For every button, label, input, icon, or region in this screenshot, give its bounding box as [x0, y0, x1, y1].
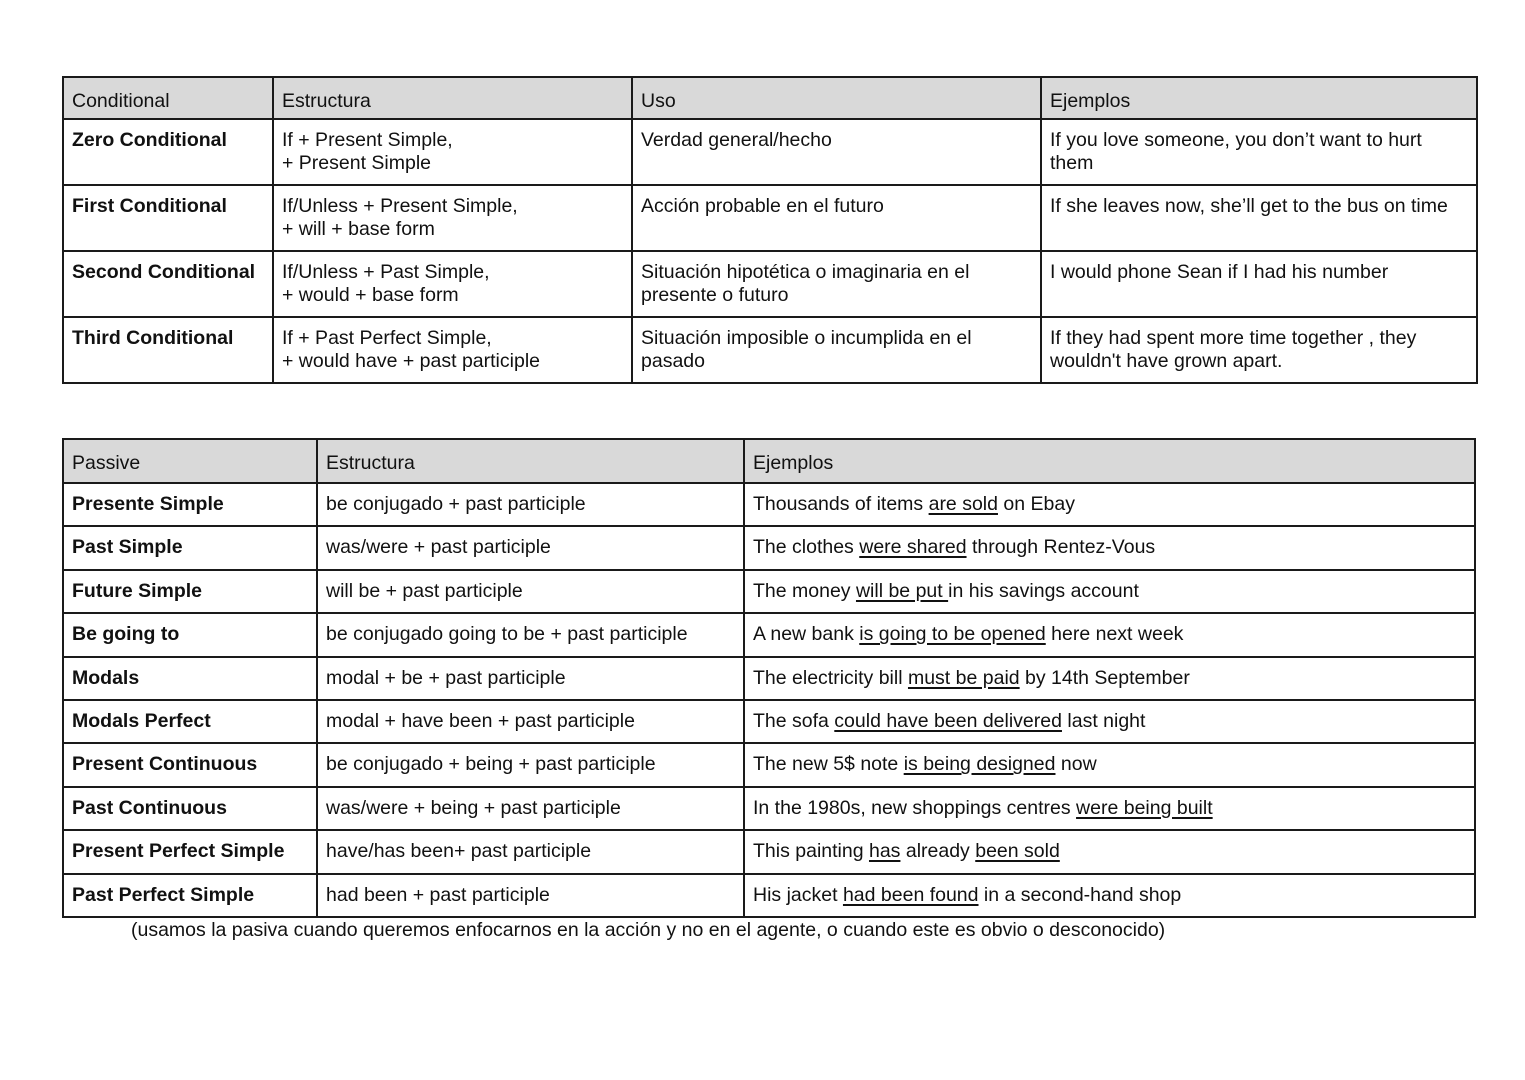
conditional-name: Second Conditional	[63, 251, 273, 317]
table-row	[63, 119, 1477, 185]
conditional-ejemplos	[1041, 185, 1477, 251]
conditional-name: Third Conditional	[63, 317, 273, 383]
passive-estructura: be conjugado going to be + past participle	[317, 613, 744, 656]
header-estructura: Estructura	[273, 77, 632, 119]
conditional-name: First Conditional	[63, 185, 273, 251]
example-text: The clothes	[753, 536, 860, 559]
conditional-uso	[632, 119, 1041, 185]
conditional-estructura	[273, 185, 632, 251]
conditional-estructura	[273, 119, 632, 185]
passive-tense-name: Past Perfect Simple	[63, 874, 317, 917]
text-line: If she leaves now, she’ll get to the bus on time	[1050, 195, 1448, 217]
passive-verb-underlined: are sold	[928, 493, 998, 515]
example-text: The money	[753, 579, 856, 602]
passive-table-body	[63, 483, 1475, 917]
passive-estructura: was/were + past participle	[317, 526, 744, 569]
table-row	[63, 526, 1475, 569]
conditional-uso	[632, 251, 1041, 317]
passive-ejemplo	[744, 483, 1475, 526]
conditional-uso	[632, 317, 1041, 383]
header-ejemplos: Ejemplos	[744, 439, 1475, 483]
table-row	[63, 657, 1475, 700]
passive-ejemplo	[744, 657, 1475, 700]
text-line: Situación imposible o incumplida en el	[641, 327, 972, 349]
example-text: on Ebay	[997, 493, 1075, 515]
conditional-ejemplos	[1041, 251, 1477, 317]
passive-ejemplo	[744, 874, 1475, 917]
passive-verb-underlined: is being designed	[903, 753, 1056, 776]
header-conditional: Conditional	[63, 77, 273, 119]
table-row	[63, 483, 1475, 526]
conditional-name: Zero Conditional	[63, 119, 273, 185]
passive-ejemplo	[744, 830, 1475, 873]
table-row	[63, 830, 1475, 873]
passive-ejemplo	[744, 700, 1475, 743]
example-text: here next week	[1045, 623, 1184, 646]
example-text: in his savings account	[948, 579, 1139, 602]
passive-header-row	[63, 439, 1475, 483]
passive-verb-underlined: were being built	[1076, 796, 1213, 819]
text-line: + would have + past participle	[282, 350, 540, 372]
text-line: I would phone Sean if I had his number	[1050, 261, 1389, 283]
passive-tense-name: Modals	[63, 657, 317, 700]
passive-estructura: will be + past participle	[317, 570, 744, 613]
example-text: Thousands of items	[753, 493, 929, 515]
table-row	[63, 874, 1475, 917]
example-text: already	[900, 840, 976, 863]
text-line: + will + base form	[282, 218, 435, 240]
passive-tense-name: Modals Perfect	[63, 700, 317, 743]
passive-verb-underlined: must be paid	[907, 666, 1020, 689]
passive-estructura: have/has been+ past participle	[317, 830, 744, 873]
passive-tense-name: Be going to	[63, 613, 317, 656]
passive-estructura: modal + be + past participle	[317, 657, 744, 700]
table-row	[63, 787, 1475, 830]
table-row	[63, 251, 1477, 317]
header-uso: Uso	[632, 77, 1041, 119]
text-line: Acción probable en el futuro	[641, 195, 884, 217]
conditional-ejemplos	[1041, 317, 1477, 383]
example-text: by 14th September	[1019, 666, 1190, 689]
example-text: In the 1980s, new shoppings centres	[753, 796, 1077, 819]
passive-estructura: had been + past participle	[317, 874, 744, 917]
passive-table	[62, 438, 1476, 918]
text-line: + would + base form	[282, 284, 459, 306]
passive-verb-underlined: has	[868, 840, 901, 863]
conditional-ejemplos	[1041, 119, 1477, 185]
text-line: presente o futuro	[641, 284, 789, 306]
passive-tense-name: Past Simple	[63, 526, 317, 569]
passive-tense-name: Present Continuous	[63, 743, 317, 786]
passive-tense-name: Presente Simple	[63, 483, 317, 526]
example-text: The new 5$ note	[753, 753, 904, 776]
example-text: This painting	[753, 840, 869, 863]
text-line: Situación hipotética o imaginaria en el	[641, 261, 970, 283]
text-line: If/Unless + Present Simple,	[282, 195, 518, 217]
passive-verb-underlined: could have been delivered	[834, 709, 1062, 732]
conditional-estructura	[273, 251, 632, 317]
passive-verb-underlined: been sold	[975, 840, 1060, 863]
passive-ejemplo	[744, 743, 1475, 786]
text-line: If they had spent more time together , they	[1050, 327, 1417, 349]
passive-ejemplo	[744, 613, 1475, 656]
table-row	[63, 613, 1475, 656]
conditional-uso	[632, 185, 1041, 251]
passive-tense-name: Future Simple	[63, 570, 317, 613]
passive-estructura: be conjugado + past participle	[317, 483, 744, 526]
passive-estructura: modal + have been + past participle	[317, 700, 744, 743]
passive-estructura: was/were + being + past participle	[317, 787, 744, 830]
passive-verb-underlined: were shared	[859, 536, 967, 559]
table-row	[63, 317, 1477, 383]
text-line: If + Past Perfect Simple,	[282, 327, 492, 349]
passive-verb-underlined: will be put	[855, 579, 949, 602]
table-row	[63, 185, 1477, 251]
text-line: wouldn't have grown apart.	[1050, 350, 1283, 372]
table-row	[63, 743, 1475, 786]
text-line: If you love someone, you don’t want to hurt	[1050, 129, 1422, 151]
passive-ejemplo	[744, 787, 1475, 830]
table-row	[63, 570, 1475, 613]
passive-verb-underlined: had been found	[842, 883, 979, 906]
header-passive: Passive	[63, 439, 317, 483]
example-text: now	[1055, 753, 1097, 776]
conditional-estructura	[273, 317, 632, 383]
text-line: them	[1050, 152, 1094, 174]
passive-verb-underlined: is going to be opened	[859, 623, 1046, 646]
text-line: pasado	[641, 350, 705, 372]
example-text: The electricity bill	[753, 666, 908, 689]
text-line: If/Unless + Past Simple,	[282, 261, 490, 283]
example-text: A new bank	[753, 623, 860, 646]
text-line: Verdad general/hecho	[641, 129, 832, 151]
text-line: If + Present Simple,	[282, 129, 453, 151]
conditional-header-row	[63, 77, 1477, 119]
header-ejemplos: Ejemplos	[1041, 77, 1477, 119]
passive-estructura: be conjugado + being + past participle	[317, 743, 744, 786]
passive-tense-name: Past Continuous	[63, 787, 317, 830]
example-text: The sofa	[753, 709, 835, 732]
table-row	[63, 700, 1475, 743]
text-line: + Present Simple	[282, 152, 432, 174]
passive-tense-name: Present Perfect Simple	[63, 830, 317, 873]
conditional-table	[62, 76, 1478, 384]
example-text: His jacket	[753, 883, 843, 906]
header-estructura: Estructura	[317, 439, 744, 483]
passive-ejemplo	[744, 526, 1475, 569]
example-text: through Rentez-Vous	[966, 536, 1156, 559]
example-text: last night	[1061, 709, 1146, 732]
footnote: (usamos la pasiva cuando queremos enfocarnos en la acción y no en el agente, o cuando este es obvio o desconocido)	[131, 919, 1166, 941]
example-text: in a second-hand shop	[978, 883, 1182, 906]
passive-ejemplo	[744, 570, 1475, 613]
